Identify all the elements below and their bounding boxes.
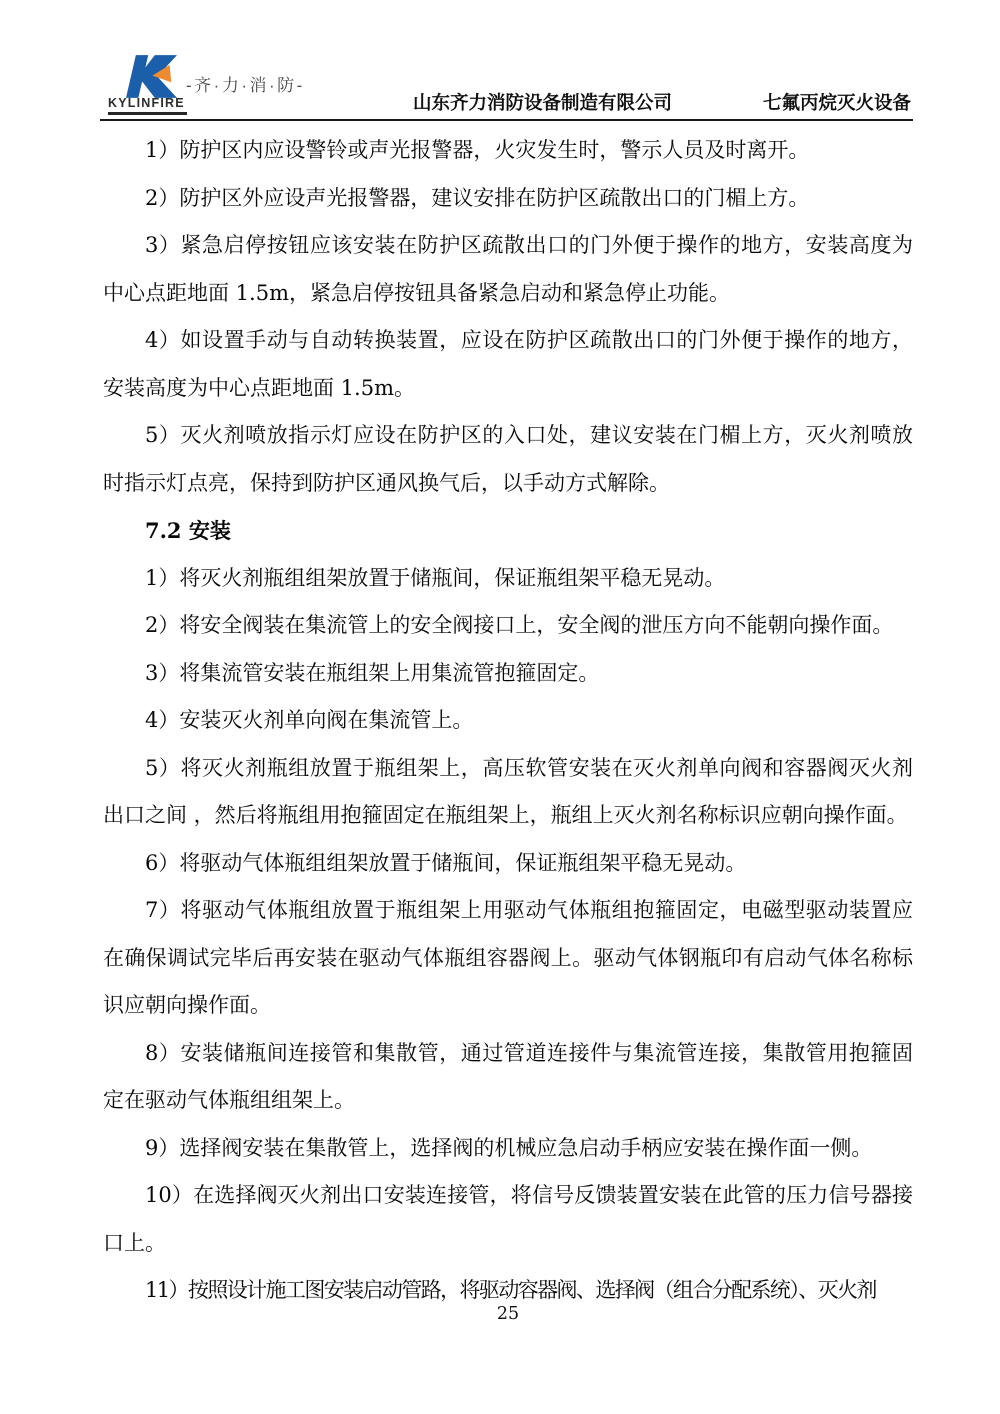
paragraph: 11）按照设计施工图安装启动管路，将驱动容器阀、选择阀（组合分配系统）、灭火剂 [145, 1278, 876, 1302]
company-name: 山东齐力消防设备制造有限公司 [413, 92, 673, 113]
paragraph: 3）紧急启停按钮应该安装在防护区疏散出口的门外便于操作的地方，安装高度为中心点距地面 1.5m，紧急启停按钮具备紧急启动和紧急停止功能。 [103, 233, 913, 305]
paragraph: 2）将安全阀装在集流管上的安全阀接口上，安全阀的泄压方向不能朝向操作面。 [145, 613, 894, 637]
paragraph: 4）安装灭火剂单向阀在集流管上。 [145, 708, 474, 732]
paragraph: 5）将灭火剂瓶组放置于瓶组架上，高压软管安装在灭火剂单向阀和容器阀灭火剂出口之间 ，然后将瓶组用抱箍固定在瓶组架上，瓶组上灭火剂名称标识应朝向操作面。 [103, 755, 913, 827]
paragraph: 7）将驱动气体瓶组放置于瓶组架上用驱动气体瓶组抱箍固定，电磁型驱动装置应在确保调试完毕后再安装在驱动气体瓶组容器阀上。驱动气体钢瓶印有启动气体名称标识应朝向操作面。 [103, 898, 913, 1017]
page-number: 25 [496, 1304, 520, 1324]
paragraph: 8）安装储瓶间连接管和集散管，通过管道连接件与集流管连接，集散管用抱箍固定在驱动气体瓶组组架上。 [103, 1040, 913, 1112]
section-heading: 7.2 安装 [145, 518, 231, 543]
kylinfire-logo-icon [126, 54, 177, 99]
paragraph: 3）将集流管安装在瓶组架上用集流管抱箍固定。 [145, 660, 600, 685]
paragraph: 9）选择阀安装在集散管上，选择阀的机械应急启动手柄应安装在操作面一侧。 [145, 1135, 873, 1160]
product-name: 七氟丙烷灭火设备 [762, 92, 911, 113]
brand-slogan: -齐·力·消·防- [186, 76, 305, 95]
document-body [103, 127, 913, 1315]
page-header [100, 0, 913, 121]
paragraph: 6）将驱动气体瓶组组架放置于储瓶间，保证瓶组架平稳无晃动。 [145, 850, 747, 875]
paragraph: 5）灭火剂喷放指示灯应设在防护区的入口处，建议安装在门楣上方，灭火剂喷放时指示灯点亮，保持到防护区通风换气后，以手动方式解除。 [103, 423, 913, 495]
paragraph: 1）将灭火剂瓶组组架放置于储瓶间，保证瓶组架平稳无晃动。 [145, 565, 726, 590]
paragraph: 4）如设置手动与自动转换装置，应设在防护区疏散出口的门外便于操作的地方，安装高度为中心点距地面 1.5m。 [103, 328, 913, 400]
paragraph: 1）防护区内应设警铃或声光报警器，火灾发生时，警示人员及时离开。 [145, 138, 810, 162]
paragraph: 10）在选择阀灭火剂出口安装连接管，将信号反馈装置安装在此管的压力信号器接口上。 [103, 1183, 913, 1255]
paragraph: 2）防护区外应设声光报警器，建议安排在防护区疏散出口的门楣上方。 [145, 185, 810, 210]
brand-name: KYLINFIRE [108, 96, 187, 115]
